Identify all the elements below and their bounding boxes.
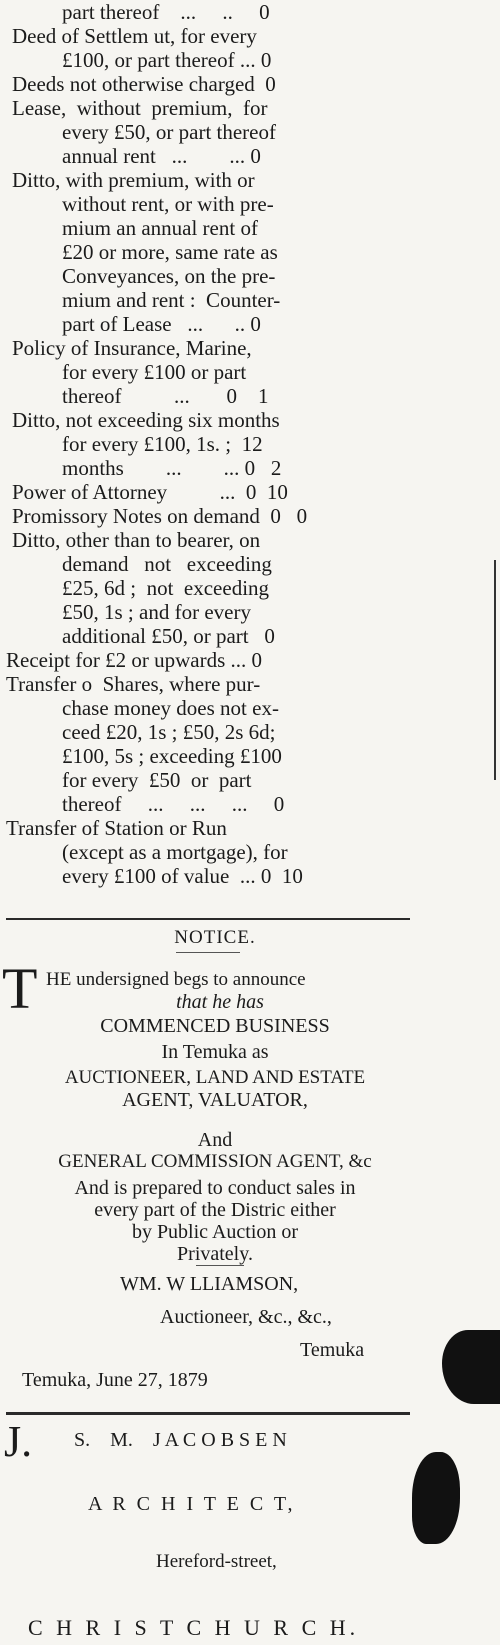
notice-line: GENERAL COMMISSION AGENT, &c bbox=[58, 1151, 372, 1172]
table-line: ceed £20, 1s ; £50, 2s 6d; bbox=[62, 720, 276, 744]
table-line: for every £100 or part bbox=[62, 360, 247, 384]
advert-divider bbox=[6, 1412, 410, 1415]
table-line: chase money does not ex- bbox=[62, 696, 279, 720]
table-line: Policy of Insurance, Marine, bbox=[12, 336, 252, 360]
table-line: demand not exceeding bbox=[62, 552, 272, 576]
notice-line: In Temuka as bbox=[161, 1041, 269, 1063]
notice-line: And is prepared to conduct sales in bbox=[74, 1177, 356, 1199]
table-line: annual rent ... ... 0 bbox=[62, 144, 261, 168]
table-line: months ... ... 0 2 bbox=[62, 456, 282, 480]
table-line: Lease, without premium, for bbox=[12, 96, 268, 120]
table-line: Deed of Settlem ut, for every bbox=[12, 24, 257, 48]
table-line: additional £50, or part 0 bbox=[62, 624, 275, 648]
advert-city: C H R I S T C H U R C H. bbox=[28, 1615, 360, 1640]
advert-street: Hereford-street, bbox=[156, 1551, 277, 1572]
notice-line: by Public Auction or bbox=[131, 1221, 299, 1243]
table-line: without rent, or with pre- bbox=[62, 192, 274, 216]
drop-cap: T bbox=[2, 956, 38, 1021]
signature-place: Temuka bbox=[300, 1339, 365, 1361]
signature-divider bbox=[196, 1265, 244, 1266]
edge-line bbox=[494, 560, 496, 780]
table-line: every £50, or part thereof bbox=[62, 120, 276, 144]
table-line: Conveyances, on the pre- bbox=[62, 264, 276, 288]
notice-intro-line: HE undersigned begs to announce bbox=[46, 969, 306, 990]
signature-name: WM. W LLIAMSON, bbox=[120, 1273, 299, 1295]
table-line: £100, 5s ; exceeding £100 bbox=[62, 744, 282, 768]
table-line: Transfer o Shares, where pur- bbox=[6, 672, 261, 696]
table-line: Ditto, with premium, with or bbox=[12, 168, 255, 192]
section-divider bbox=[6, 918, 410, 920]
ink-blot bbox=[412, 1452, 460, 1544]
notice-line: Privately. bbox=[177, 1243, 253, 1265]
table-line: part thereof ... .. 0 bbox=[62, 0, 270, 24]
table-line: Deeds not otherwise charged 0 bbox=[12, 72, 276, 96]
heading-divider bbox=[176, 952, 240, 953]
signature-title: Auctioneer, &c., &c., bbox=[160, 1306, 332, 1328]
table-line: mium an annual rent of bbox=[62, 216, 258, 240]
ink-blot bbox=[442, 1330, 500, 1404]
table-line: £20 or more, same rate as bbox=[62, 240, 278, 264]
table-line: Promissory Notes on demand 0 0 bbox=[12, 504, 308, 528]
notice-line: COMMENCED BUSINESS bbox=[100, 1015, 330, 1037]
advert-name: S. M. J A C O B S E N bbox=[74, 1429, 287, 1451]
table-line: £25, 6d ; not exceeding bbox=[62, 576, 270, 600]
notice-heading: NOTICE. bbox=[174, 927, 256, 948]
notice-line: And bbox=[197, 1129, 233, 1151]
notice-line: AGENT, VALUATOR, bbox=[122, 1089, 308, 1111]
table-line: for every £100, 1s. ; 12 bbox=[62, 432, 263, 456]
table-line: Ditto, other than to bearer, on bbox=[12, 528, 261, 552]
table-line: every £100 of value ... 0 10 bbox=[62, 864, 303, 888]
table-line: mium and rent : Counter- bbox=[62, 288, 281, 312]
table-line: part of Lease ... .. 0 bbox=[62, 312, 261, 336]
table-line: £50, 1s ; and for every bbox=[62, 600, 251, 624]
advert-initial: J. bbox=[4, 1417, 33, 1466]
table-line: Receipt for £2 or upwards ... 0 bbox=[6, 648, 263, 672]
table-line: Transfer of Station or Run bbox=[6, 816, 227, 840]
notice-dateline: Temuka, June 27, 1879 bbox=[22, 1369, 208, 1391]
table-line: thereof ... 0 1 bbox=[62, 384, 269, 408]
table-line: (except as a mortgage), for bbox=[62, 840, 288, 864]
table-line: thereof ... ... ... 0 bbox=[62, 792, 285, 816]
notice-line: every part of the Distric either bbox=[94, 1199, 336, 1221]
advert-profession: A R C H I T E C T, bbox=[88, 1493, 296, 1515]
notice-intro-continuation: that he has bbox=[176, 991, 264, 1013]
notice-line: AUCTIONEER, LAND AND ESTATE bbox=[64, 1067, 366, 1088]
table-line: Ditto, not exceeding six months bbox=[12, 408, 280, 432]
table-line: Power of Attorney ... 0 10 bbox=[12, 480, 288, 504]
table-line: for every £50 or part bbox=[62, 768, 252, 792]
table-line: £100, or part thereof ... 0 bbox=[62, 48, 272, 72]
